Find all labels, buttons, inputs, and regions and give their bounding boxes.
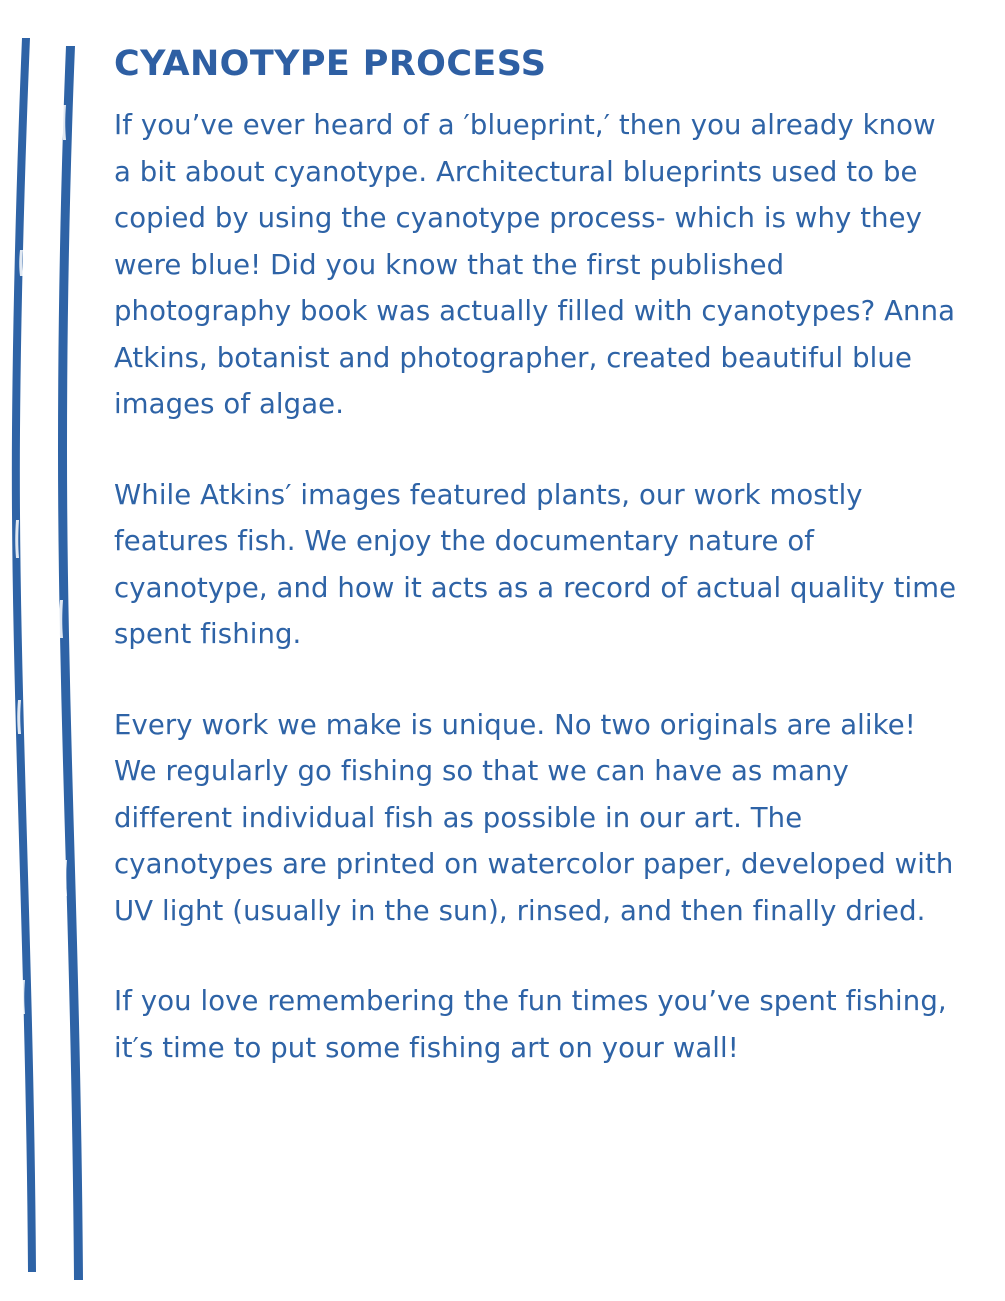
page-title: CYANOTYPE PROCESS — [114, 44, 547, 84]
paragraph-4: If you love remembering the fun times you’ve spent fishing, it′s time to put some fishing art on your wall! — [114, 985, 947, 1064]
paragraph-3: Every work we make is unique. No two originals are alike! We regularly go fishing so that we can have as many different individual fish as possible in our art. The cyanotypes are printed on watercolor paper, developed with UV light (usually in the sun), rinsed, and then finally dried. — [114, 708, 954, 927]
paragraph-1: If you’ve ever heard of a ′blueprint,′ then you already know a bit about cyanotype. Architectural blueprints used to be copied by using the cyanotype process- which is why they were blue! Did you know that the first published photography book was actually filled with cyanotypes? Anna Atkins, botanist and photographer, created beautiful blue images of algae. — [114, 109, 956, 421]
brush-stroke-left — [12, 38, 36, 1272]
vertical-brush-strokes-decoration — [0, 0, 110, 1301]
document-content — [114, 44, 959, 1071]
brush-stroke-right — [58, 46, 83, 1280]
brush-stroke-right-highlight — [59, 105, 72, 1154]
brush-stroke-left-highlight — [15, 250, 25, 1014]
paragraph-2: While Atkins′ images featured plants, our work mostly features fish. We enjoy the documentary nature of cyanotype, and how it acts as a record of actual quality time spent fishing. — [114, 478, 957, 651]
